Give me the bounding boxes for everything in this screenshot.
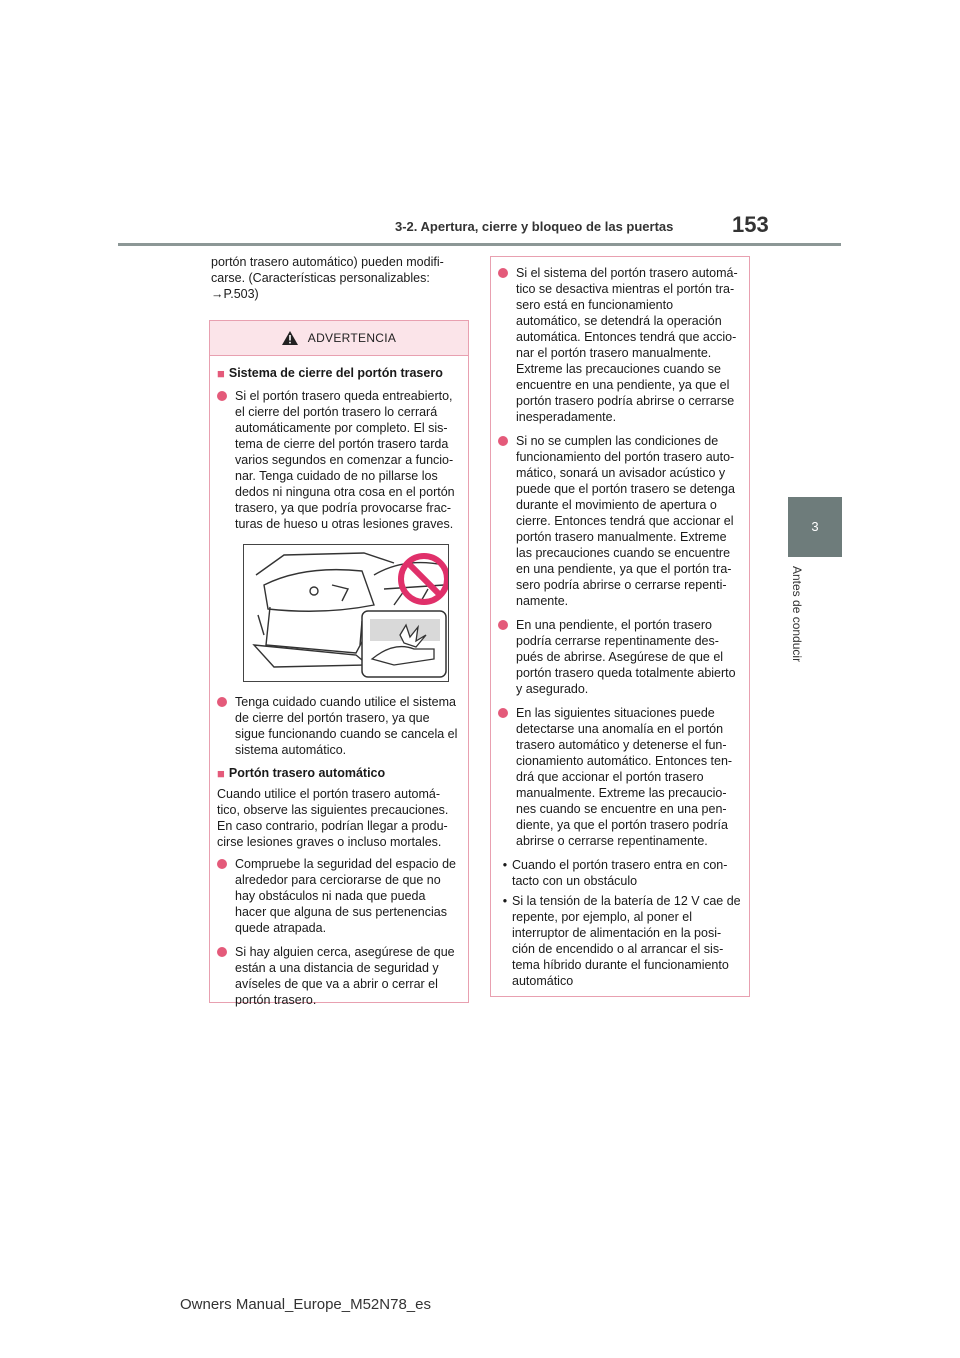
chapter-label: Antes de conducir <box>790 566 804 663</box>
warning-box-right <box>490 256 750 997</box>
sub-list-item <box>498 893 741 989</box>
list-item <box>217 944 460 1008</box>
list-item <box>498 617 741 697</box>
illustration-tailgate-pinch <box>243 544 449 682</box>
list-item-text: En una pendiente, el portón trasero podría cerrarse repentinamente des-pués de abrirse. Asegúrese de que el portón trasero queda totalmente abierto y asegurado. <box>516 618 736 696</box>
list-item-text: Compruebe la seguridad del espacio de alrededor para cerciorarse de que no hay obstáculos ni nada que pueda hacer que alguna de sus pertenencias quede atrapada. <box>235 857 456 935</box>
sub-list-item-text: Cuando el portón trasero entra en con-tacto con un obstáculo <box>512 858 728 888</box>
square-bullet-icon: ■ <box>217 366 225 381</box>
list-item-text: Tenga cuidado cuando utilice el sistema de cierre del portón trasero, ya que sigue funcionando cuando se cancela el sistema automático. <box>235 695 458 757</box>
list-item <box>217 694 460 758</box>
list-item <box>498 705 741 849</box>
list-item-text: Si el portón trasero queda entreabierto, el cierre del portón trasero lo cerrará automáticamente por completo. El sis-tema de cierre del portón trasero tarda varios segundos en comenzar a funcio-nar. Tenga cuidado de no pillarse los dedos ni ninguna otra cosa en el portón trasero, ya que podría provocarse frac-turas de hueso u otras lesiones graves. <box>235 389 455 531</box>
warning-header <box>210 321 468 356</box>
bullet-dot-icon <box>217 697 230 707</box>
square-bullet-icon: ■ <box>217 766 225 781</box>
list-item <box>498 433 741 609</box>
list-item <box>217 856 460 936</box>
warning-triangle-icon <box>282 331 298 345</box>
bullet-dot-icon <box>498 620 511 630</box>
section-heading-text: Portón trasero automático <box>228 766 386 780</box>
tailgate-illustration <box>244 545 448 681</box>
section-heading-text: Sistema de cierre del portón trasero <box>228 366 443 380</box>
bullet-dot-icon <box>498 436 511 446</box>
section-heading <box>217 366 460 382</box>
bullet-dot-icon <box>217 391 230 401</box>
intro-paragraph: portón trasero automático) pueden modifi-carse. (Características personalizables: →P.503) <box>211 255 444 301</box>
dash-bullet-icon: • <box>502 858 508 872</box>
sub-list-item <box>498 857 741 889</box>
list-item <box>498 265 741 425</box>
bullet-dot-icon <box>217 859 230 869</box>
list-item-text: Si el sistema del portón trasero automá-tico se desactiva mientras el portón tra-sero está en funcionamiento automático, se detendrá la operación automática. Entonces tendrá que accio-nar el portón trasero manualmente. Extreme las precauciones cuando se encuentre en una pendiente, ya que el portón trasero podría abrirse o cerrarse inesperadamente. <box>516 266 738 424</box>
bullet-dot-icon <box>217 947 230 957</box>
list-item-text: En las siguientes situaciones puede detectarse una anomalía en el portón trasero automático y detenerse el fun-cionamiento automático. Entonces ten-drá que accionar el portón trasero manualmente. Extreme las precaucio-nes cuando se encuentre en una pen-diente, ya que el portón trasero podría abrirse o cerrarse repentinamente. <box>516 706 733 848</box>
dash-bullet-icon: • <box>502 894 508 908</box>
section-heading <box>217 766 460 782</box>
footer-text: Owners Manual_Europe_M52N78_es <box>180 1296 431 1313</box>
warning-box-left <box>209 320 469 1007</box>
bullet-dot-icon <box>498 268 511 278</box>
page-number: 153 <box>732 212 769 237</box>
list-item-text: Si no se cumplen las condiciones de funcionamiento del portón trasero auto-mático, sonará un avisador acústico y puede que el portón trasero se detenga durante el movimiento de apertura o cierre. Entonces tendrá que accionar el portón trasero manualmente. Extreme las precauciones cuando se encuentre en una pendiente, ya que el portón tra-sero podría abrirse o cerrarse repenti-namente. <box>516 434 735 608</box>
section-paragraph: Cuando utilice el portón trasero automá-tico, observe las siguientes precauciones. En caso contrario, podrían llegar a produ-cirse lesiones graves o incluso mortales. <box>217 787 449 849</box>
chapter-tab: 3 <box>788 497 842 557</box>
bullet-dot-icon <box>498 708 511 718</box>
list-item-text: Si hay alguien cerca, asegúrese de que están a una distancia de seguridad y avíseles de que va a abrir o cerrar el portón trasero. <box>235 945 455 1007</box>
list-item <box>217 388 460 532</box>
section-title: 3-2. Apertura, cierre y bloqueo de las puertas <box>395 219 674 234</box>
sub-list-item-text: Si la tensión de la batería de 12 V cae de repente, por ejemplo, al poner el interruptor de alimentación en la posi-ción de encendido o al arrancar el sis-tema híbrido durante el funcionamiento automático <box>512 894 741 988</box>
header-rule <box>118 243 841 246</box>
warning-title: ADVERTENCIA <box>307 331 397 345</box>
